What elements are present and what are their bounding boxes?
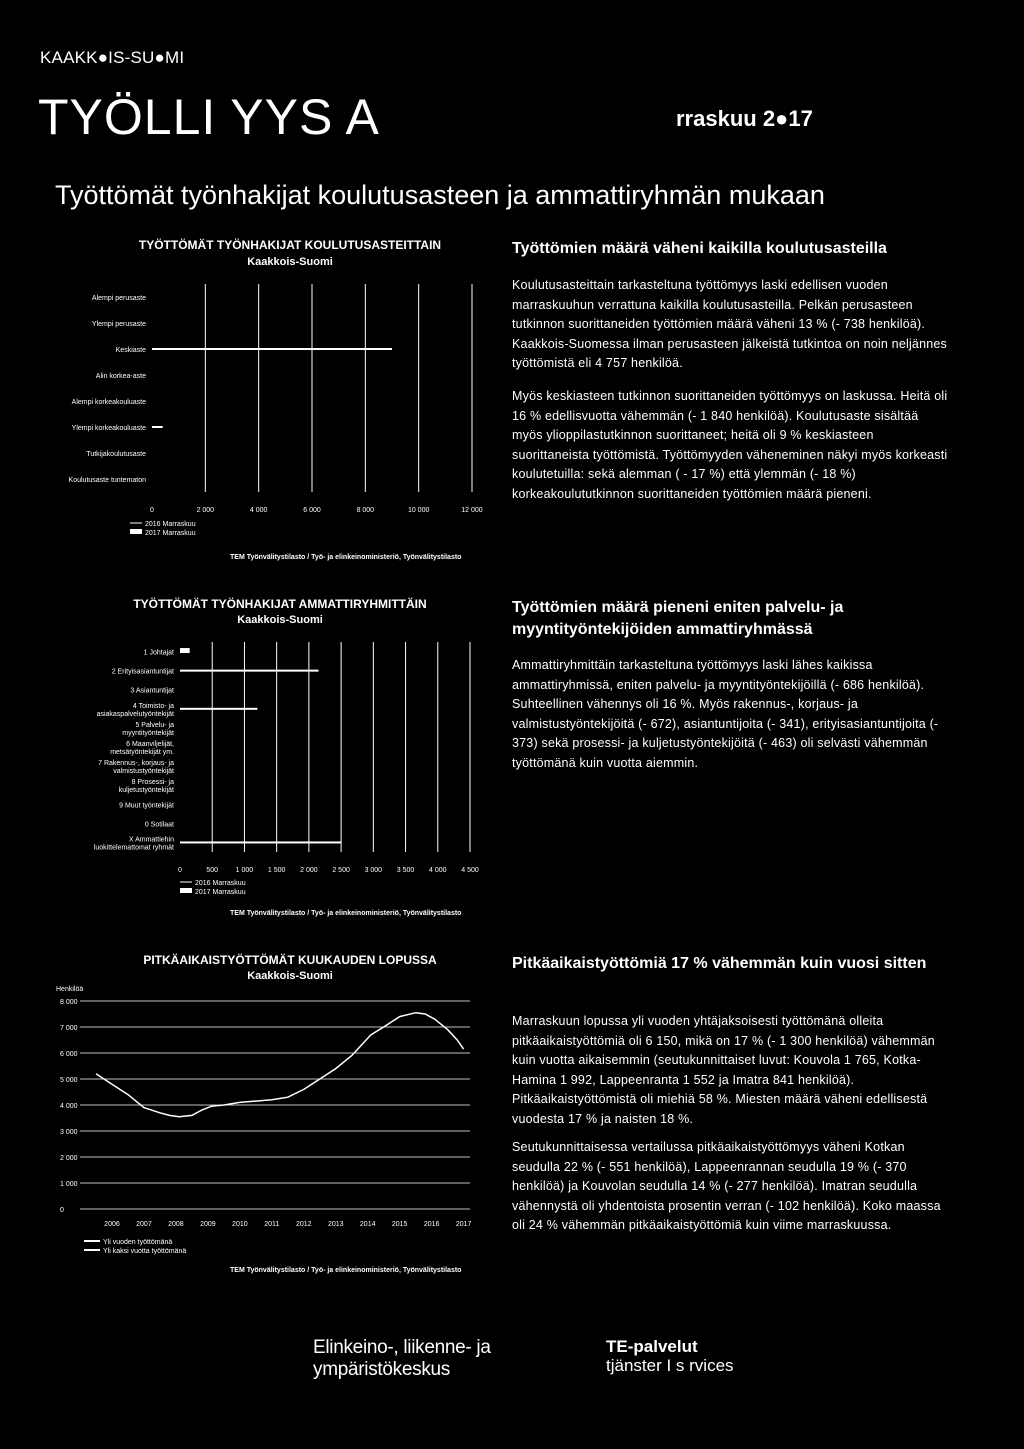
te-logo-line1: TE-palvelut [606,1337,698,1356]
y-tick-label: 1 000 [60,1181,78,1188]
section3-paragraph1: Marraskuun lopussa yli vuoden yhtäjaksoisesti työttömänä olleita pitkäaikaistyöttömiä oli 6 150, mikä on 17 % (- 1 300 henkilöä) vähemmän kuin vuotta aikaisemmin (seutukunnittaiset luvut: Kouvola 1 765, Kotka-Hamina 1 992, Lappeenranta 1 552 ja Imatra 841 henkilöä). Pitkäaikaistyöttömistä oli miehiä 58 %. Miesten määrä väheni edellisestä vuodesta 17 % ja naisten 18 %. [512,1014,935,1126]
section2-heading: Työttömien määrä pieneni eniten palvelu- ja myyntityöntekijöiden ammattiryhmässä [512,599,844,638]
x-tick-label: 4 000 [249,507,268,514]
chart1-title: TYÖTTÖMÄT TYÖNHAKIJAT KOULUTUSASTEITTAIN [138,238,442,252]
x-tick-label: 2013 [327,1221,344,1228]
x-tick-label: 6 000 [303,507,321,514]
y-tick-label: 8 000 [60,999,78,1006]
bar-2016 [180,708,257,710]
x-tick-label: 10 000 [407,507,430,514]
legend-label: 2016 Marraskuu [145,521,196,528]
te-logo-line2: tjänster I s rvices [606,1356,734,1375]
line-long-term-unemployed [96,1013,464,1117]
category-label: Keskiaste [115,347,146,354]
category-label: myyntityöntekijät [122,729,174,737]
category-label: 0 Sotilaat [144,821,174,829]
x-tick-label: 2016 [423,1221,440,1228]
te-logo [606,1337,734,1375]
x-tick-label: 4 500 [461,867,479,874]
y-tick-label: 7 000 [60,1025,78,1032]
category-label: X Ammattiehin [128,836,174,844]
category-label: asiakaspalvelutyöntekijät [96,710,174,718]
category-label: 9 Muut työntekijät [119,802,174,810]
chart2-title: TYÖTTÖMÄT TYÖNHAKIJAT AMMATTIRYHMITTÄIN [133,597,427,611]
category-label: Alempi perusaste [91,295,146,302]
y-tick-label: 3 000 [60,1129,78,1136]
x-tick-label: 2017 [455,1221,472,1228]
x-tick-label: 2011 [264,1221,280,1228]
legend-label: Yli vuoden työttömänä [103,1239,173,1246]
bar-2016 [180,841,341,843]
y-tick-label: 6 000 [60,1051,78,1058]
main-heading: Työttömät työnhakijat koulutusasteen ja ammattiryhmän mukaan [55,180,825,210]
x-tick-label: 0 [178,867,182,874]
ely-logo-line2: ympäristökeskus [313,1359,450,1380]
category-label: Ylempi perusaste [91,321,146,328]
x-tick-label: 2015 [391,1221,408,1228]
x-tick-label: 12 000 [461,507,483,514]
section1-heading: Työttömien määrä väheni kaikilla koulutusasteilla [512,240,887,257]
x-tick-label: 1 000 [235,867,254,874]
bar-2016 [180,670,319,672]
y-axis-label: Henkilöä [56,986,84,993]
category-label: 7 Rakennus-, korjaus- ja [98,760,174,768]
section3-paragraph2: Seutukunnittaisessa vertailussa pitkäaikaistyöttömyys väheni Kotkan seudulla 22 % (- 551 henkilöä), Lappeenrannan seudulla 19 % (- 370 henkilöä) ja Kouvolan seudulla 14 % (- 277 henkilöä). Imatran seudulla vähennystä oli yhdentoista prosentin verran (- 102 henkilöä). Koko maassa oli 24 % vähemmän pitkäaikaistyöttömiä kuin viime marraskuussa. [512,1140,941,1233]
legend-label: 2017 Marraskuu [195,889,246,896]
chart3-source: TEM Työnvälitystilasto / Työ- ja elinkeinoministeriö, Työnvälitystilasto [230,1267,462,1274]
x-tick-label: 4 000 [429,867,447,874]
x-tick-label: 500 [206,867,219,874]
x-tick-label: 2014 [359,1221,376,1228]
chart1-source: TEM Työnvälitystilasto / Työ- ja elinkeinoministeriö, Työnvälitystilasto [230,554,462,561]
legend-label: 2017 Marraskuu [145,530,196,537]
page-title: TYÖLLI YYS A [38,89,380,145]
category-label: 6 Maanviljelijät, [126,741,174,748]
legend-label: 2016 Marraskuu [195,880,246,887]
chart3-subtitle: Kaakkois-Suomi [247,970,333,982]
category-label: luokittelemattomat ryhmät [93,844,174,852]
category-label: 4 Toimisto- ja [132,702,174,710]
x-tick-label: 2006 [104,1221,120,1228]
x-tick-label: 3 500 [396,867,415,874]
y-tick-label: 2 000 [60,1155,78,1162]
x-tick-label: 1 500 [267,867,286,874]
x-tick-label: 2008 [168,1221,184,1228]
chart1-education [40,280,500,548]
chart2-source: TEM Työnvälitystilasto / Työ- ja elinkeinoministeriö, Työnvälitystilasto [230,910,462,917]
x-tick-label: 2010 [232,1221,248,1228]
bar-2017 [180,648,190,653]
category-label: metsätyöntekijät ym. [110,749,174,756]
section3-heading: Pitkäaikaistyöttömiä 17 % vähemmän kuin vuosi sitten [512,955,927,972]
section2-paragraph1: Ammattiryhmittäin tarkasteltuna työttömyys laski lähes kaikissa ammattiryhmissä, eniten palvelu- ja myyntityöntekijöillä (- 686 henkilöä). Suhteellinen vähennys oli 16 %. Myös rakennus-, korjaus- ja valmistustyöntekijöitä (- 672), asiantuntijoita (- 341), erityisasiantuntijoita (- 373) sekä prosessi- ja kuljetustyöntekijöitä (- 463) oli selvästi vähemmän työttömänä kuin vuotta aiemmin. [512,658,939,770]
category-label: 5 Palvelu- ja [135,721,174,729]
y-tick-label: 4 000 [60,1103,78,1110]
brand-name: KAAKK●IS-SU●MI [40,48,185,67]
category-label: valmistustyöntekijät [113,768,174,776]
x-tick-label: 8 000 [356,507,375,514]
x-tick-label: 3 000 [364,867,383,874]
category-label: 8 Prosessi- ja [131,779,174,787]
ely-logo-line1: Elinkeino-, liikenne- ja [313,1337,491,1358]
y-tick-label: 5 000 [60,1077,78,1084]
legend-swatch [180,888,192,893]
category-label: Ylempi korkeakouluaste [71,425,146,432]
category-label: Koulutusaste tuntematon [68,477,146,484]
y-tick-label: 0 [60,1207,64,1214]
category-label: 3 Asiantuntijat [130,687,174,695]
section1-paragraph1: Koulutusasteittain tarkasteltuna työttömyys laski edellisen vuoden marraskuuhun verrattuna kaikilla koulutusasteilla. Pelkän perusasteen tutkinnon suorittaneiden työttömien määrä väheni 13 % (- 738 henkilöä). Kaakkois-Suomessa ilman perusasteen jälkeistä tutkintoa on noin neljännes työttömistä eli 4 757 henkilöä. [512,278,947,371]
category-label: 2 Erityisasiantuntijat [111,668,174,676]
chart1-subtitle: Kaakkois-Suomi [247,256,333,268]
category-label: Tutkijakoulutusaste [86,451,146,458]
bar-2016 [152,426,163,428]
x-tick-label: 2009 [200,1221,216,1228]
ely-logo [313,1337,491,1381]
category-label: 1 Johtajat [143,649,174,657]
legend-label: Yli kaksi vuotta työttömänä [103,1248,187,1255]
x-tick-label: 2007 [136,1221,152,1228]
chart3-title: PITKÄAIKAISTYÖTTÖMÄT KUUKAUDEN LOPUSSA [143,953,437,967]
legend-swatch [130,529,142,534]
chart2-occupation [40,640,500,904]
x-tick-label: 2 000 [300,867,318,874]
x-tick-label: 2012 [295,1221,312,1228]
category-label: Alin korkea-aste [95,373,146,380]
x-tick-label: 0 [150,507,154,514]
x-tick-label: 2 500 [332,867,350,874]
x-tick-label: 2 000 [196,507,215,514]
category-label: kuljetustyöntekijät [118,787,174,795]
bar-2016 [152,348,392,350]
chart3-longterm [40,980,500,1262]
issue-date: rraskuu 2●17 [676,106,813,131]
section1-paragraph2: Myös keskiasteen tutkinnon suorittaneiden työttömyys on laskussa. Heitä oli 16 % edellisvuotta vähemmän (- 1 840 henkilöä). Koulutusaste sisältää myös ylioppilastutkinnon suorittaneet; heitä oli 9 % keskiasteen suorittaneista työttömistä. Työttömyyden väheneminen näkyi myös korkeasti koulutetuilla: sekä alemman ( - 17 %) että ylemmän (- 18 %) korkeakoulututkinnon suorittaneiden työttömien määrä pieneni. [512,389,948,501]
chart2-subtitle: Kaakkois-Suomi [237,614,323,626]
category-label: Alempi korkeakouluaste [71,399,146,406]
